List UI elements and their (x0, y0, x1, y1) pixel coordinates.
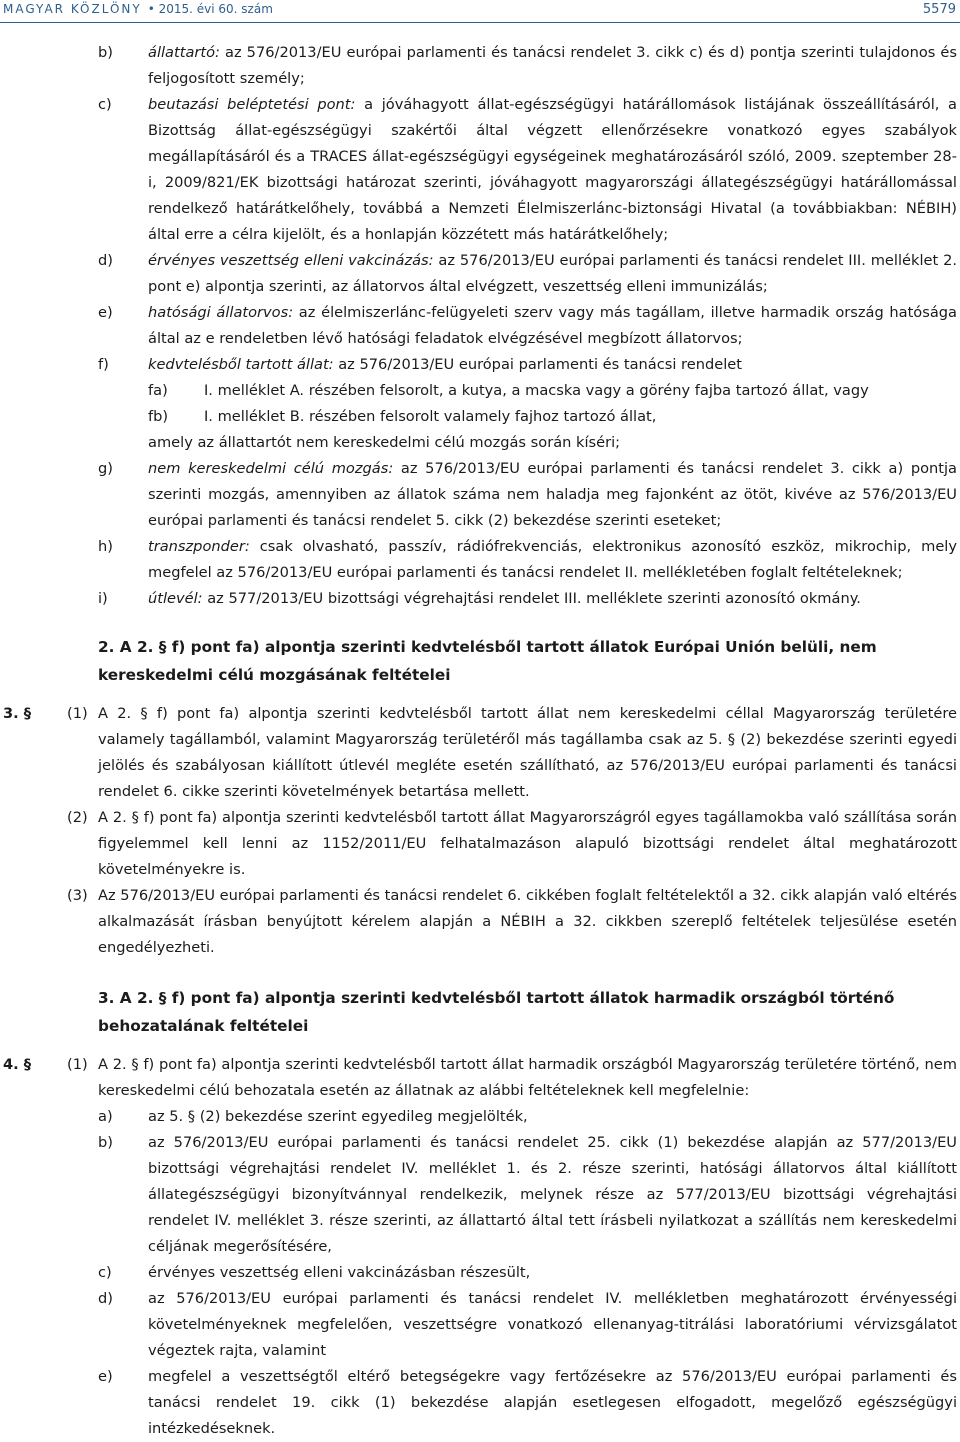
sub-item-label: fb) (148, 408, 169, 425)
definition-item (0, 300, 960, 352)
defined-term: hatósági állatorvos: (148, 304, 294, 321)
definition-text: az 576/2013/EU európai parlamenti és tanácsi rendelet (333, 356, 742, 373)
paragraph (0, 883, 960, 961)
sub-definition-item (0, 404, 960, 430)
paragraph (0, 701, 960, 805)
condition-item (0, 1364, 960, 1442)
body-text (0, 40, 960, 1442)
condition-item (0, 1286, 960, 1364)
item-label: b) (98, 44, 113, 61)
definition-text: az élelmiszerlánc-felügyeleti szerv vagy más tagállam, illetve harmadik ország hatósága által az e rendeletben lévő hatósági feladatok elvégzésével megbízott állatorvos; (148, 304, 957, 347)
item-label: e) (98, 304, 113, 321)
issue-info: • 2015. évi 60. szám (147, 2, 273, 16)
paragraph-text: Az 576/2013/EU európai parlamenti és tanácsi rendelet 6. cikkében foglalt feltételektől a 32. cikk alapján való eltérés alkalmazását írásban benyújtott kérelem alapján a NÉBIH a 32. cikkben szereplő feltételek teljesülése esetén engedélyezheti. (98, 887, 958, 956)
definition-item (0, 40, 960, 92)
condition-item (0, 1130, 960, 1260)
section-number: 3. § (3, 705, 32, 722)
condition-item (0, 1260, 960, 1286)
running-header (0, 0, 960, 23)
definition-item (0, 534, 960, 586)
section-3 (0, 701, 960, 961)
item-label: h) (98, 538, 113, 555)
journal-title: MAGYAR KÖZLÖNY • 2015. évi 60. szám (3, 2, 273, 16)
definition-item (0, 248, 960, 300)
defined-term: útlevél: (148, 590, 203, 607)
section-number: 4. § (3, 1056, 32, 1073)
paragraph (0, 1052, 960, 1104)
definition-text: az 576/2013/EU európai parlamenti és tanácsi rendelet 3. cikk c) és d) pontja szerinti tulajdonos és feljogosított személy; (148, 44, 957, 87)
item-label: c) (98, 96, 112, 113)
item-label: a) (98, 1108, 113, 1125)
item-label: i) (98, 590, 108, 607)
sub-item-label: fa) (148, 382, 168, 399)
definition-item (0, 456, 960, 534)
condition-item (0, 1104, 960, 1130)
condition-text: az 576/2013/EU európai parlamenti és tanácsi rendelet 25. cikk (1) bekezdése alapján az 577/2013/EU bizottsági végrehajtási rendelet IV. melléklet 1. és 2. része szerinti, hatósági állatorvos által kiállított állategészségügyi bizonyítvánnyal rendelkezik, melynek része az 577/2013/EU bizottsági végrehajtási rendelet IV. melléklet 3. része szerinti, az állattartó által tett írásbeli nyilatkozat a szállítás nem kereskedelmi céljának megerősítésére, (148, 1134, 957, 1255)
condition-text: az 5. § (2) bekezdése szerint egyedileg megjelölték, (148, 1108, 528, 1125)
definition-continuation: amely az állattartót nem kereskedelmi célú mozgás során kíséri; (148, 434, 621, 451)
item-label: c) (98, 1264, 112, 1281)
paragraph-number: (1) (67, 1056, 88, 1073)
item-label: d) (98, 1290, 113, 1307)
condition-text: az 576/2013/EU európai parlamenti és tanácsi rendelet IV. mellékletben meghatározott érvényességi követelményeknek megfelelően, veszettségre vonatkozó ellenanyag-titrálási laboratóriumi vérvizsgálatot végeztek rajta, valamint (148, 1290, 957, 1359)
paragraph (0, 805, 960, 883)
paragraph-text: A 2. § f) pont fa) alpontja szerinti kedvtelésből tartott állat Magyarországról egyes tagállamokba való szállítása során figyelemmel kell lenni az 1152/2011/EU felhatalmazáson alapuló bizottsági rendelet által meghatározott követelményekre is. (98, 809, 957, 878)
defined-term: beutazási beléptetési pont: (148, 96, 356, 113)
definitions-list (0, 40, 960, 612)
definition-text: az 577/2013/EU bizottsági végrehajtási rendelet III. melléklete szerinti azonosító okmány. (202, 590, 861, 607)
paragraph-number: (2) (67, 809, 88, 826)
definition-text: az 576/2013/EU európai parlamenti és tanácsi rendelet III. melléklet 2. pont e) alpontja szerinti, az állatorvos által elvégzett, veszettség elleni immunizálás; (148, 252, 957, 295)
definition-text: az 576/2013/EU európai parlamenti és tanácsi rendelet 3. cikk a) pontja szerinti mozgás, amennyiben az állatok száma nem haladja meg fajonként az ötöt, kivéve az 576/2013/EU európai parlamenti és tanácsi rendelet 5. cikk (2) bekezdése szerinti eseteket; (148, 460, 957, 529)
page-number: 5579 (922, 2, 956, 17)
definition-item (0, 586, 960, 612)
item-label: e) (98, 1368, 113, 1385)
defined-term: érvényes veszettség elleni vakcinázás: (148, 252, 434, 269)
section-heading-3: 3. A 2. § f) pont fa) alpontja szerinti kedvtelésből tartott állatok harmadik országból történő behozatalának feltételei (98, 989, 895, 1035)
sub-item-text: I. melléklet A. részében felsorolt, a kutya, a macska vagy a görény fajba tartozó állat, vagy (204, 382, 869, 399)
item-label: b) (98, 1134, 113, 1151)
defined-term: állattartó: (148, 44, 220, 61)
condition-text: érvényes veszettség elleni vakcinázásban részesült, (148, 1264, 531, 1281)
sub-definition-item (0, 378, 960, 404)
definition-text: csak olvasható, passzív, rádiófrekvenciás, elektronikus azonosító eszköz, mikrochip, mely megfelel az 576/2013/EU európai parlamenti és tanácsi rendelet II. mellékletében foglalt feltételeknek; (148, 538, 957, 581)
item-label: g) (98, 460, 113, 477)
item-label: f) (98, 356, 109, 373)
defined-term: transzponder: (148, 538, 250, 555)
definition-text: a jóváhagyott állat-egészségügyi határállomások listájának összeállításáról, a Bizottság állat-egészségügyi szakértői által végzett ellenőrzésekre vonatkozó egyes szabályok megállapításáról és a TRACES állat-egészségügyi egységeinek meghatározásáról szóló, 2009. szeptember 28-i, 2009/821/EK bizottsági határozat szerinti, jóváhagyott magyarországi állategészségügyi határállomással rendelkező határátkelőhely, továbbá a Nemzeti Élelmiszerlánc-biztonsági Hivatal (a továbbiakban: NÉBIH) által erre a célra kijelölt, és a honlapján közzétett más határátkelőhely; (148, 96, 958, 243)
paragraph-text: A 2. § f) pont fa) alpontja szerinti kedvtelésből tartott állat harmadik országból Magyarország területére történő, nem kereskedelmi célú behozatala esetén az állatnak az alábbi feltételeknek kell megfelelnie: (98, 1056, 957, 1099)
definition-item (0, 352, 960, 378)
defined-term: nem kereskedelmi célú mozgás: (148, 460, 394, 477)
condition-text: megfelel a veszettségtől eltérő betegségekre vagy fertőzésekre az 576/2013/EU európai parlamenti és tanácsi rendelet 19. cikk (1) bekezdése alapján esetlegesen elfogadott, megelőző egészségügyi intézkedéseknek. (148, 1368, 957, 1437)
defined-term: kedvtelésből tartott állat: (148, 356, 334, 373)
item-label: d) (98, 252, 113, 269)
definition-item (0, 92, 960, 248)
paragraph-number: (3) (67, 887, 88, 904)
paragraph-text: A 2. § f) pont fa) alpontja szerinti kedvtelésből tartott állat nem kereskedelmi céllal Magyarország területére valamely tagállamból, valamint Magyarország területéről más tagállamba csak az 5. § (2) bekezdése szerinti egyedi jelölés és szabályosan kiállított útlevél megléte esetén szállítható, az 576/2013/EU európai parlamenti és tanácsi rendelet 6. cikke szerinti követelmények betartása mellett. (98, 705, 957, 800)
section-4 (0, 1052, 960, 1442)
section-heading-2: 2. A 2. § f) pont fa) alpontja szerinti kedvtelésből tartott állatok Európai Unión belüli, nem kereskedelmi célú mozgásának feltételei (98, 638, 877, 684)
sub-item-text: I. melléklet B. részében felsorolt valamely fajhoz tartozó állat, (204, 408, 657, 425)
paragraph-number: (1) (67, 705, 88, 722)
